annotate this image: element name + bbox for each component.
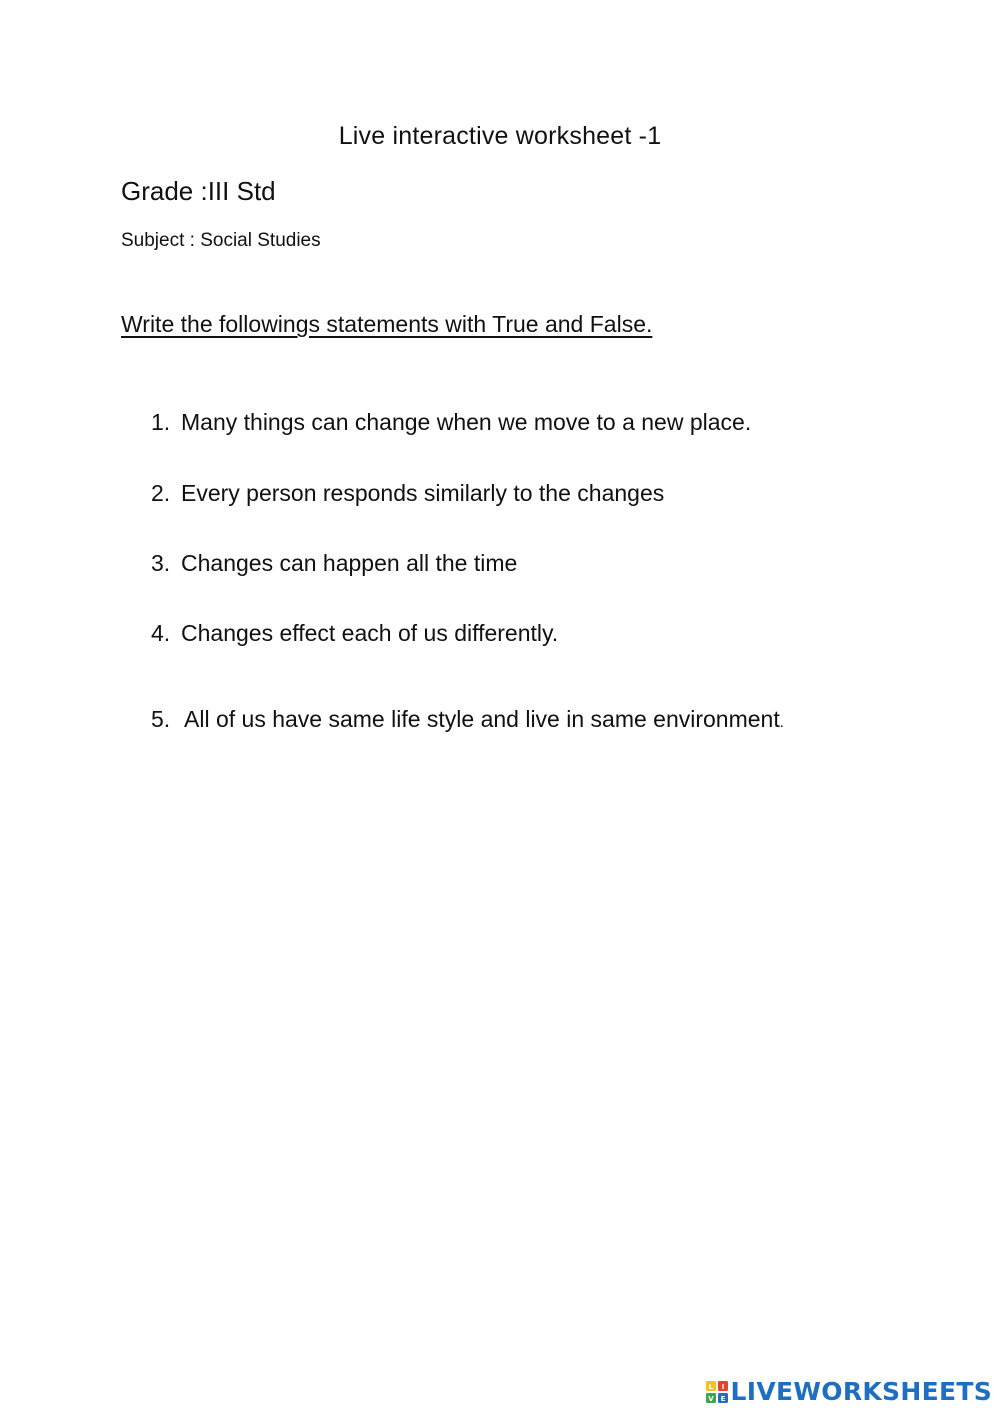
- question-number: 1.: [151, 409, 171, 435]
- question-trailing-period: .: [779, 714, 784, 731]
- liveworksheets-brand[interactable]: [706, 1379, 992, 1405]
- instruction-heading: Write the followings statements with True and False.: [121, 311, 653, 337]
- question-number: 4.: [151, 620, 171, 646]
- question-text: Changes effect each of us differently.: [181, 620, 559, 646]
- question-item: [151, 550, 517, 577]
- svg-text:I: I: [721, 1383, 724, 1391]
- question-item: [151, 409, 751, 436]
- question-item: [151, 620, 558, 647]
- liveworksheets-logo-icon: [706, 1381, 728, 1403]
- question-item: [151, 480, 664, 507]
- grade-label: Grade :III Std: [121, 176, 276, 206]
- question-item: [151, 706, 784, 733]
- question-text: All of us have same life style and live in same environment: [184, 706, 780, 732]
- svg-text:L: L: [708, 1383, 713, 1391]
- question-number: 5.: [151, 706, 171, 732]
- question-text: Every person responds similarly to the changes: [181, 480, 665, 506]
- liveworksheets-wordmark: LIVEWORKSHEETS: [730, 1377, 992, 1406]
- subject-label: Subject : Social Studies: [121, 230, 321, 251]
- question-text: Changes can happen all the time: [181, 550, 518, 576]
- question-text: Many things can change when we move to a new place.: [181, 409, 752, 435]
- worksheet-title: Live interactive worksheet -1: [338, 122, 662, 150]
- svg-text:V: V: [707, 1395, 714, 1403]
- question-number: 3.: [151, 550, 171, 576]
- question-number: 2.: [151, 480, 171, 506]
- svg-text:E: E: [720, 1395, 725, 1403]
